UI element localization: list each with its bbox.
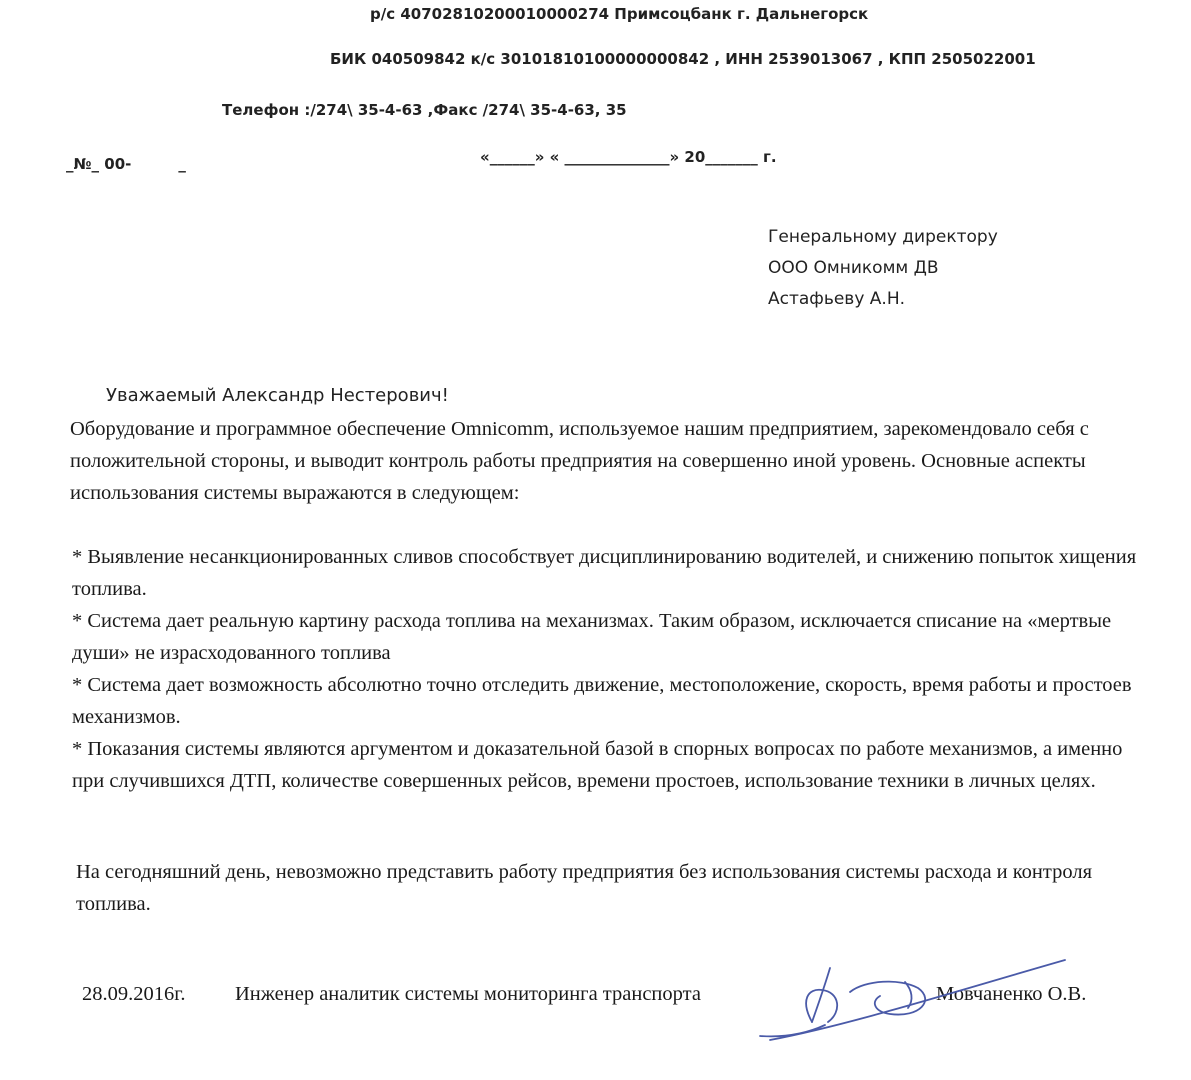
list-item: * Система дает возможность абсолютно точно отследить движение, местоположение, скорость, время работы и простоев механизмов. <box>72 674 1132 728</box>
document-number: _№_ 00- _ <box>66 155 186 173</box>
intro-paragraph: Оборудование и программное обеспечение Omnicomm, используемое нашим предприятием, зарекомендовало себя с положительной стороны, и выводит контроль работы предприятия на совершенно иной уровень. Основные аспекты использования системы выражаются в следующем: <box>70 418 1089 504</box>
phone-fax-line: Телефон :/274\ 35-4-63 ,Факс /274\ 35-4-63, 35 <box>222 101 627 119</box>
list-item: * Система дает реальную картину расхода топлива на механизмах. Таким образом, исключается списание на «мертвые души» не израсходованного топлива <box>72 610 1112 664</box>
letter-body <box>70 413 1150 797</box>
signer-name: Мовчаненко О.В. <box>936 983 1087 1005</box>
addressee-name: Астафьеву А.Н. <box>768 289 906 309</box>
bank-details-line: БИК 040509842 к/с 30101810100000000842 , ИНН 2539013067 , КПП 2505022001 <box>330 50 1036 68</box>
bank-account-line: р/с 40702810200010000274 Примсоцбанк г. Дальнегорск <box>370 5 869 23</box>
list-item: * Показания системы являются аргументом и доказательной базой в спорных вопросах по работе механизмов, а именно при случившихся ДТП, количестве совершенных рейсов, времени простоев, использование техники в личных целях. <box>72 738 1123 792</box>
salutation: Уважаемый Александр Нестерович! <box>106 385 449 406</box>
closing-paragraph: На сегодняшний день, невозможно представить работу предприятия без использования системы расхода и контроля топлива. <box>76 861 1093 915</box>
signer-position: Инженер аналитик системы мониторинга транспорта <box>235 983 701 1005</box>
signature-date: 28.09.2016г. <box>82 983 186 1005</box>
addressee-company: ООО Омникомм ДВ <box>768 258 939 278</box>
document-date-blank: «______» « ______________» 20_______ г. <box>480 148 777 166</box>
list-item: * Выявление несанкционированных сливов способствует дисциплинированию водителей, и снижению попыток хищения топлива. <box>72 546 1137 600</box>
handwritten-signature <box>700 930 1100 1050</box>
addressee-position: Генеральному директору <box>768 227 998 247</box>
